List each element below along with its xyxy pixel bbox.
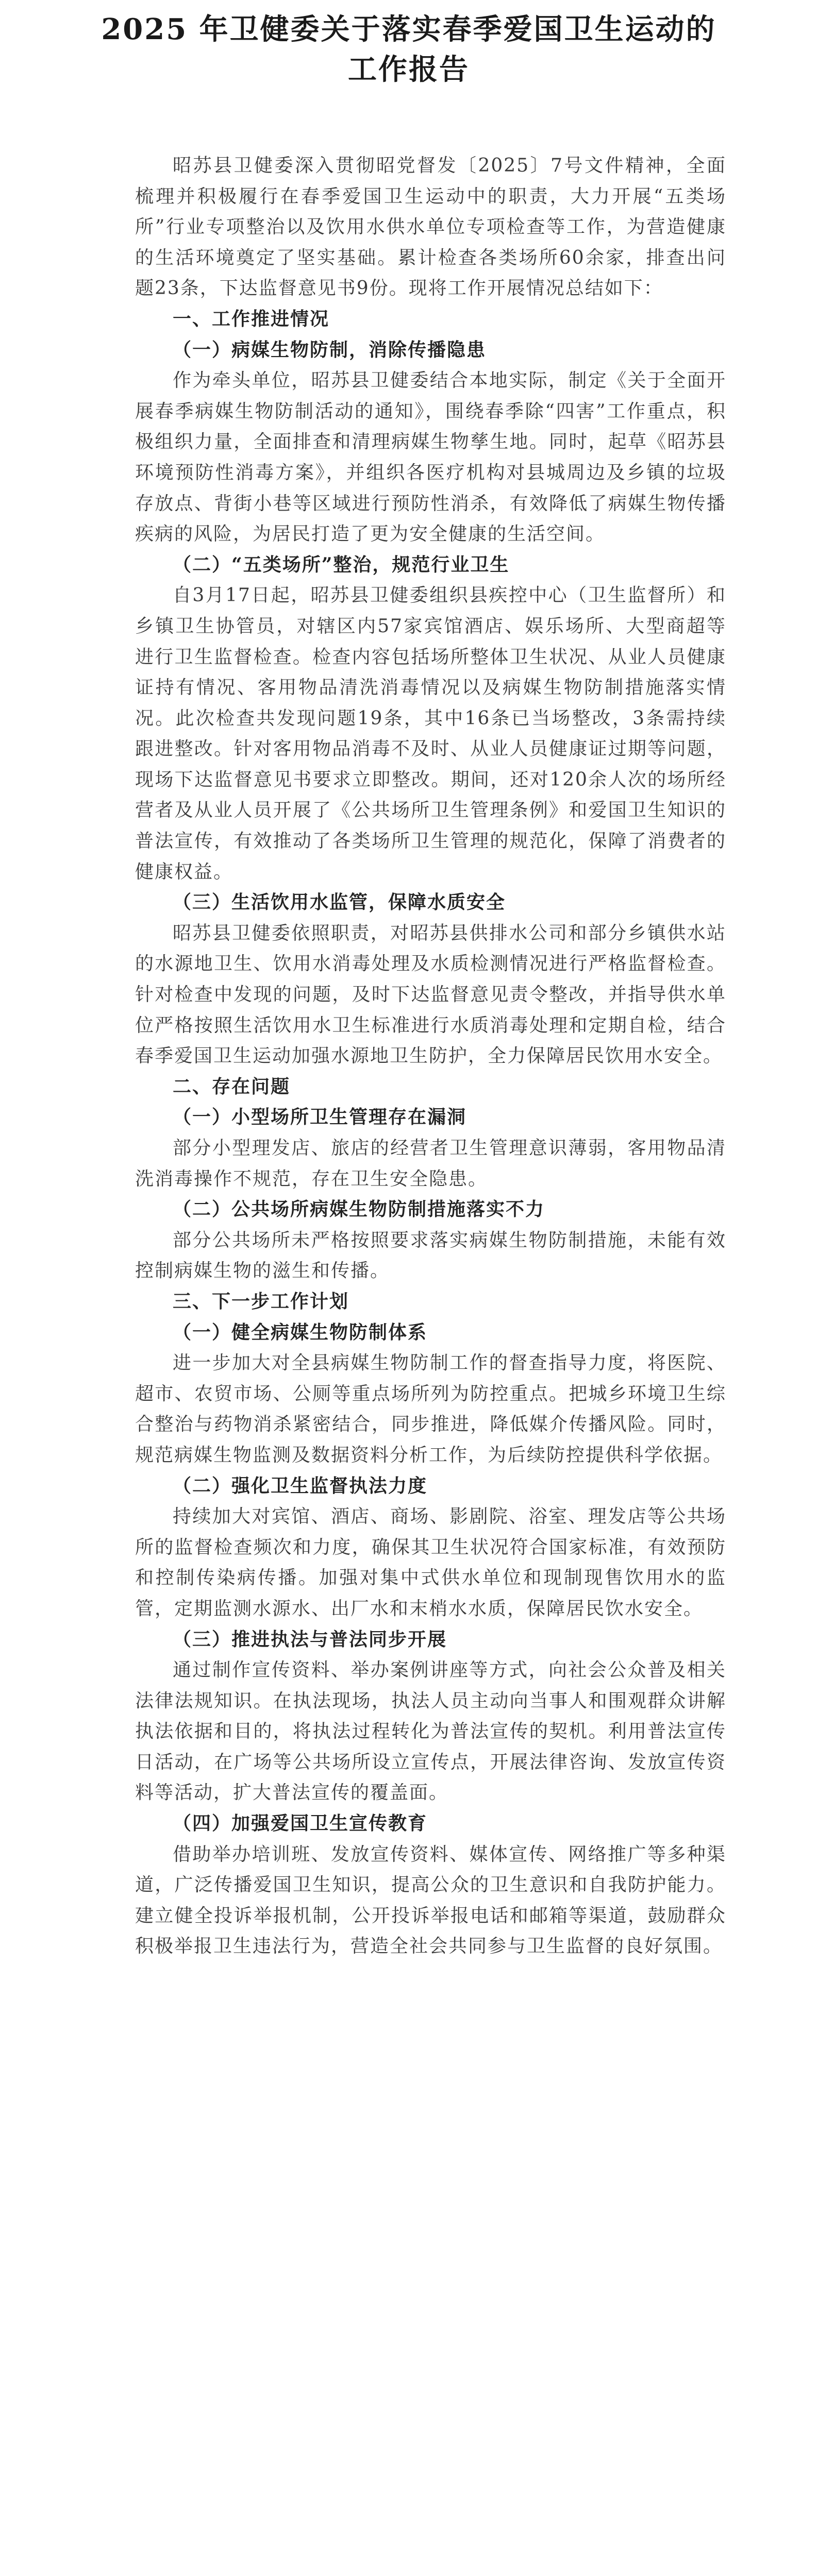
document-title: [40, 9, 778, 90]
title-line-1: 2025 年卫健委关于落实春季爱国卫生运动的: [101, 12, 716, 46]
subsection-heading-law-education: （三）推进执法与普法同步开展: [173, 1628, 447, 1650]
subsection-heading-enforcement: （二）强化卫生监督执法力度: [173, 1475, 428, 1497]
subsection-text-small-venues: 部分小型理发店、旅店的经营者卫生管理意识薄弱，客用物品清洗消毒操作不规范，存在卫生安全隐患。: [135, 1138, 726, 1190]
subsection-heading-five-venues: （二）“五类场所”整治，规范行业卫生: [173, 553, 510, 575]
subsection-text-public-venues: 部分公共场所未严格按照要求落实病媒生物防制措施，未能有效控制病媒生物的滋生和传播。: [135, 1229, 726, 1282]
document-body: [135, 150, 726, 1962]
title-line-2: 工作报告: [348, 53, 470, 87]
subsection-text-law-education: 通过制作宣传资料、举办案例讲座等方式，向社会公众普及相关法律法规知识。在执法现场，执法人员主动向当事人和围观群众讲解执法依据和目的，将执法过程转化为普法宣传的契机。利用普法宣传日活动，在广场等公共场所设立宣传点，开展法律咨询、发放宣传资料等活动，扩大普法宣传的覆盖面。: [135, 1659, 726, 1804]
subsection-text-vector-system: 进一步加大对全县病媒生物防制工作的督查指导力度，将医院、超市、农贸市场、公厕等重点场所列为防控重点。把城乡环境卫生综合整治与药物消杀紧密结合，同步推进，降低媒介传播风险。同时，规范病媒生物监测及数据资料分析工作，为后续防控提供科学依据。: [135, 1352, 726, 1466]
subsection-heading-publicity: （四）加强爱国卫生宣传教育: [173, 1812, 428, 1835]
subsection-heading-small-venues: （一）小型场所卫生管理存在漏洞: [173, 1106, 467, 1128]
subsection-text-enforcement: 持续加大对宾馆、酒店、商场、影剧院、浴室、理发店等公共场所的监督检查频次和力度，确保其卫生状况符合国家标准，有效预防和控制传染病传播。加强对集中式供水单位和现制现售饮用水的监管，定期监测水源水、出厂水和末梢水水质，保障居民饮水安全。: [135, 1506, 726, 1619]
section-heading-progress: 一、工作推进情况: [173, 308, 330, 330]
intro-paragraph: 昭苏县卫健委深入贯彻昭党督发〔2025〕7号文件精神，全面梳理并积极履行在春季爱国卫生运动中的职责，大力开展“五类场所”行业专项整治以及饮用水供水单位专项检查等工作，为营造健康的生活环境奠定了坚实基础。累计检查各类场所60余家，排查出问题23条，下达监督意见书9份。现将工作开展情况总结如下：: [135, 155, 726, 299]
subsection-text-vector-control: 作为牵头单位，昭苏县卫健委结合本地实际，制定《关于全面开展春季病媒生物防制活动的通知》，围绕春季除“四害”工作重点，积极组织力量，全面排查和清理病媒生物孳生地。同时，起草《昭苏县环境预防性消毒方案》，并组织各医疗机构对县城周边及乡镇的垃圾存放点、背街小巷等区域进行预防性消杀，有效降低了病媒生物传播疾病的风险，为居民打造了更为安全健康的生活空间。: [135, 370, 726, 545]
subsection-text-publicity: 借助举办培训班、发放宣传资料、媒体宣传、网络推广等多种渠道，广泛传播爱国卫生知识，提高公众的卫生意识和自我防护能力。建立健全投诉举报机制，公开投诉举报电话和邮箱等渠道，鼓励群众积极举报卫生违法行为，营造全社会共同参与卫生监督的良好氛围。: [135, 1843, 726, 1957]
section-heading-problems: 二、存在问题: [173, 1076, 291, 1097]
subsection-heading-vector-system: （一）健全病媒生物防制体系: [173, 1321, 428, 1343]
subsection-heading-drinking-water: （三）生活饮用水监管，保障水质安全: [173, 891, 506, 913]
subsection-heading-public-venues: （二）公共场所病媒生物防制措施落实不力: [173, 1198, 545, 1221]
subsection-text-five-venues: 自3月17日起，昭苏县卫健委组织县疾控中心（卫生监督所）和乡镇卫生协管员，对辖区内57家宾馆酒店、娱乐场所、大型商超等进行卫生监督检查。检查内容包括场所整体卫生状况、从业人员健康证持有情况、客用物品清洗消毒情况以及病媒生物防制措施落实情况。此次检查共发现问题19条，其中16条已当场整改，3条需持续跟进整改。针对客用物品消毒不及时、从业人员健康证过期等问题，现场下达监督意见书要求立即整改。期间，还对120余人次的场所经营者及从业人员开展了《公共场所卫生管理条例》和爱国卫生知识的普法宣传，有效推动了各类场所卫生管理的规范化，保障了消费者的健康权益。: [135, 585, 726, 883]
subsection-heading-vector-control: （一）病媒生物防制，消除传播隐患: [173, 338, 487, 361]
subsection-text-drinking-water: 昭苏县卫健委依照职责，对昭苏县供排水公司和部分乡镇供水站的水源地卫生、饮用水消毒处理及水质检测情况进行严格监督检查。针对检查中发现的问题，及时下达监督意见责令整改，并指导供水单位严格按照生活饮用水卫生标准进行水质消毒处理和定期自检，结合春季爱国卫生运动加强水源地卫生防护，全力保障居民饮用水安全。: [135, 922, 726, 1067]
section-heading-next-steps: 三、下一步工作计划: [173, 1291, 349, 1312]
